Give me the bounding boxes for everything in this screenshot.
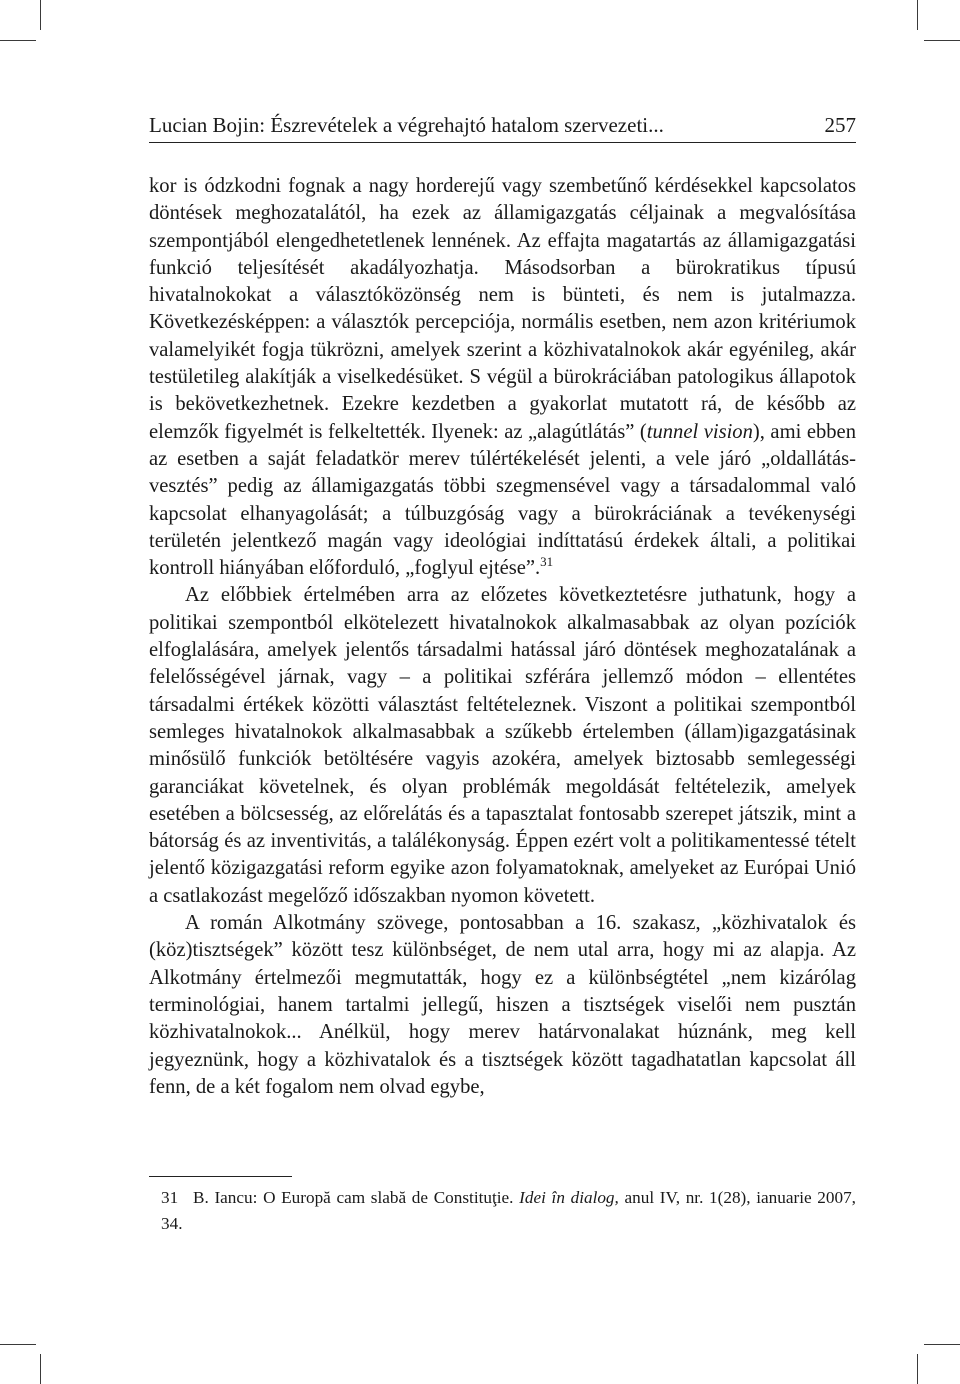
crop-mark [40,1354,41,1384]
footnote-separator [149,1176,292,1177]
crop-mark [917,0,918,30]
italic-text: Idei în dialog, [519,1188,619,1207]
running-head [149,112,856,143]
text-run: B. Iancu: O Europă cam slabă de Constituţie. [193,1188,520,1207]
paragraph [149,173,856,582]
paragraph [149,582,856,910]
text-run: A román Alkotmány szövege, pontosabban a 16. szakasz, „közhivatalok és (köz)tisztségek” között tesz különbséget, de nem utal arra, hogy mi az alapja. Az Alkotmány értelmezői megmutatták, hogy ez a különbségtétel „nem kizárólag terminológiai, hanem tartalmi jellegű, hiszen a tisztségek viselői nem pusztán közhivatalnokok... Anélkül, hogy merev határvonalakat húznánk, meg kell jegyeznünk, hogy a közhivatalok és a tisztségek között tagadhatatlan kapcsolat áll fenn, de a két fogalom nem olvad egybe, [149,912,856,1098]
footnote [161,1185,856,1237]
crop-mark [924,1344,960,1345]
book-page [149,112,856,1233]
footnote-number: 31 [161,1188,179,1207]
text-run: Az előbbiek értelmében arra az előzetes következtetésre juthatunk, hogy a politikai szempontból elkötelezett hivatalnokok alkalmasabbak az olyan pozíciók elfoglalására, amelyek jelentős társadalmi hatással járó döntések meghozatalának a felelősségével járnak, vagy – a politikai szférára jellemző módon – ellentétes társadalmi értékek közötti választást feltételeznek. Viszont a politikai szempontból semleges hivatalnokok alkalmasabbak a szűkebb értelemben (állam)igazgatásinak minősülő funkciók betöltésére vagyis azokéra, amelyek biztosabb semlegességi garanciákat követelnek, és olyan problémák megoldását feltételezik, amelyek esetében a bölcsesség, az előrelátás és a tapasztalat fontosabb szerepet játszik, mint a bátorság és az inventivitás, a találékonyság. Éppen ezért volt a politikamentessé tételt jelentő közigazgatási reform egyike azon folyamatoknak, amelyeket az Európai Unió a csatlakozást megelőző időszakban nyomon követett. [149,584,856,907]
crop-mark [40,0,41,30]
text-run: kor is ódzkodni fognak a nagy horderejű vagy szembetűnő kérdésekkel kapcsolatos döntések meghozatalától, ha ezek az államigazgatás céljainak a megvalósítása szempontjából elengedhetetlenek lennének. Az effajta magatartás az államigazgatási funkció teljesítését akadályozhatja. Másodsorban a bürokratikus típusú hivatalnokokat a választóközönség nem is bünteti, és nem is jutalmazza. Következésképpen: a választók percepciója, normális esetben, nem azon kritériumok valamelyikét fogja tükrözni, amelyek szerint a közhivatalnokok akár egyénileg, akár testületileg alakítják a viselkedésüket. S végül a bürokráciában patologikus állapotok is bekövetkezhetnek. Ezekre kezdetben a gyakorlat mutatott rá, de később az elemzők figyelmét is felkeltették. Ilyenek: az „alagútlátás” ( [149,175,856,443]
footnote-ref: 31 [540,554,554,570]
paragraph [149,910,856,1101]
crop-mark [0,1344,36,1345]
text-run: anul IV, nr. 1(28), ianuarie 2007, 34. [161,1188,856,1233]
running-head-title: Lucian Bojin: Észrevételek a végrehajtó hatalom szervezeti... [149,113,664,137]
crop-mark [917,1354,918,1384]
page-number: 257 [824,113,856,137]
italic-text: tunnel vision [646,420,753,443]
crop-mark [0,40,36,41]
body-text [149,173,856,1101]
crop-mark [924,40,960,41]
text-run: ), ami ebben az esetben a saját feladatkör merev túlértékelését jelenti, a vele járó „oldallátásvesztés” pedig az államigazgatás többi szegmensével vagy a társadalommal való kapcsolat elhanyagolását; a túlbuzgóság vagy a bürokráciának a tevékenységi területén jelentkező magán vagy ideológiai indíttatású érdekek általi, a politikai kontroll hiányában előforduló, „foglyul ejtése”. [149,420,856,580]
footnote-text [161,1188,856,1233]
